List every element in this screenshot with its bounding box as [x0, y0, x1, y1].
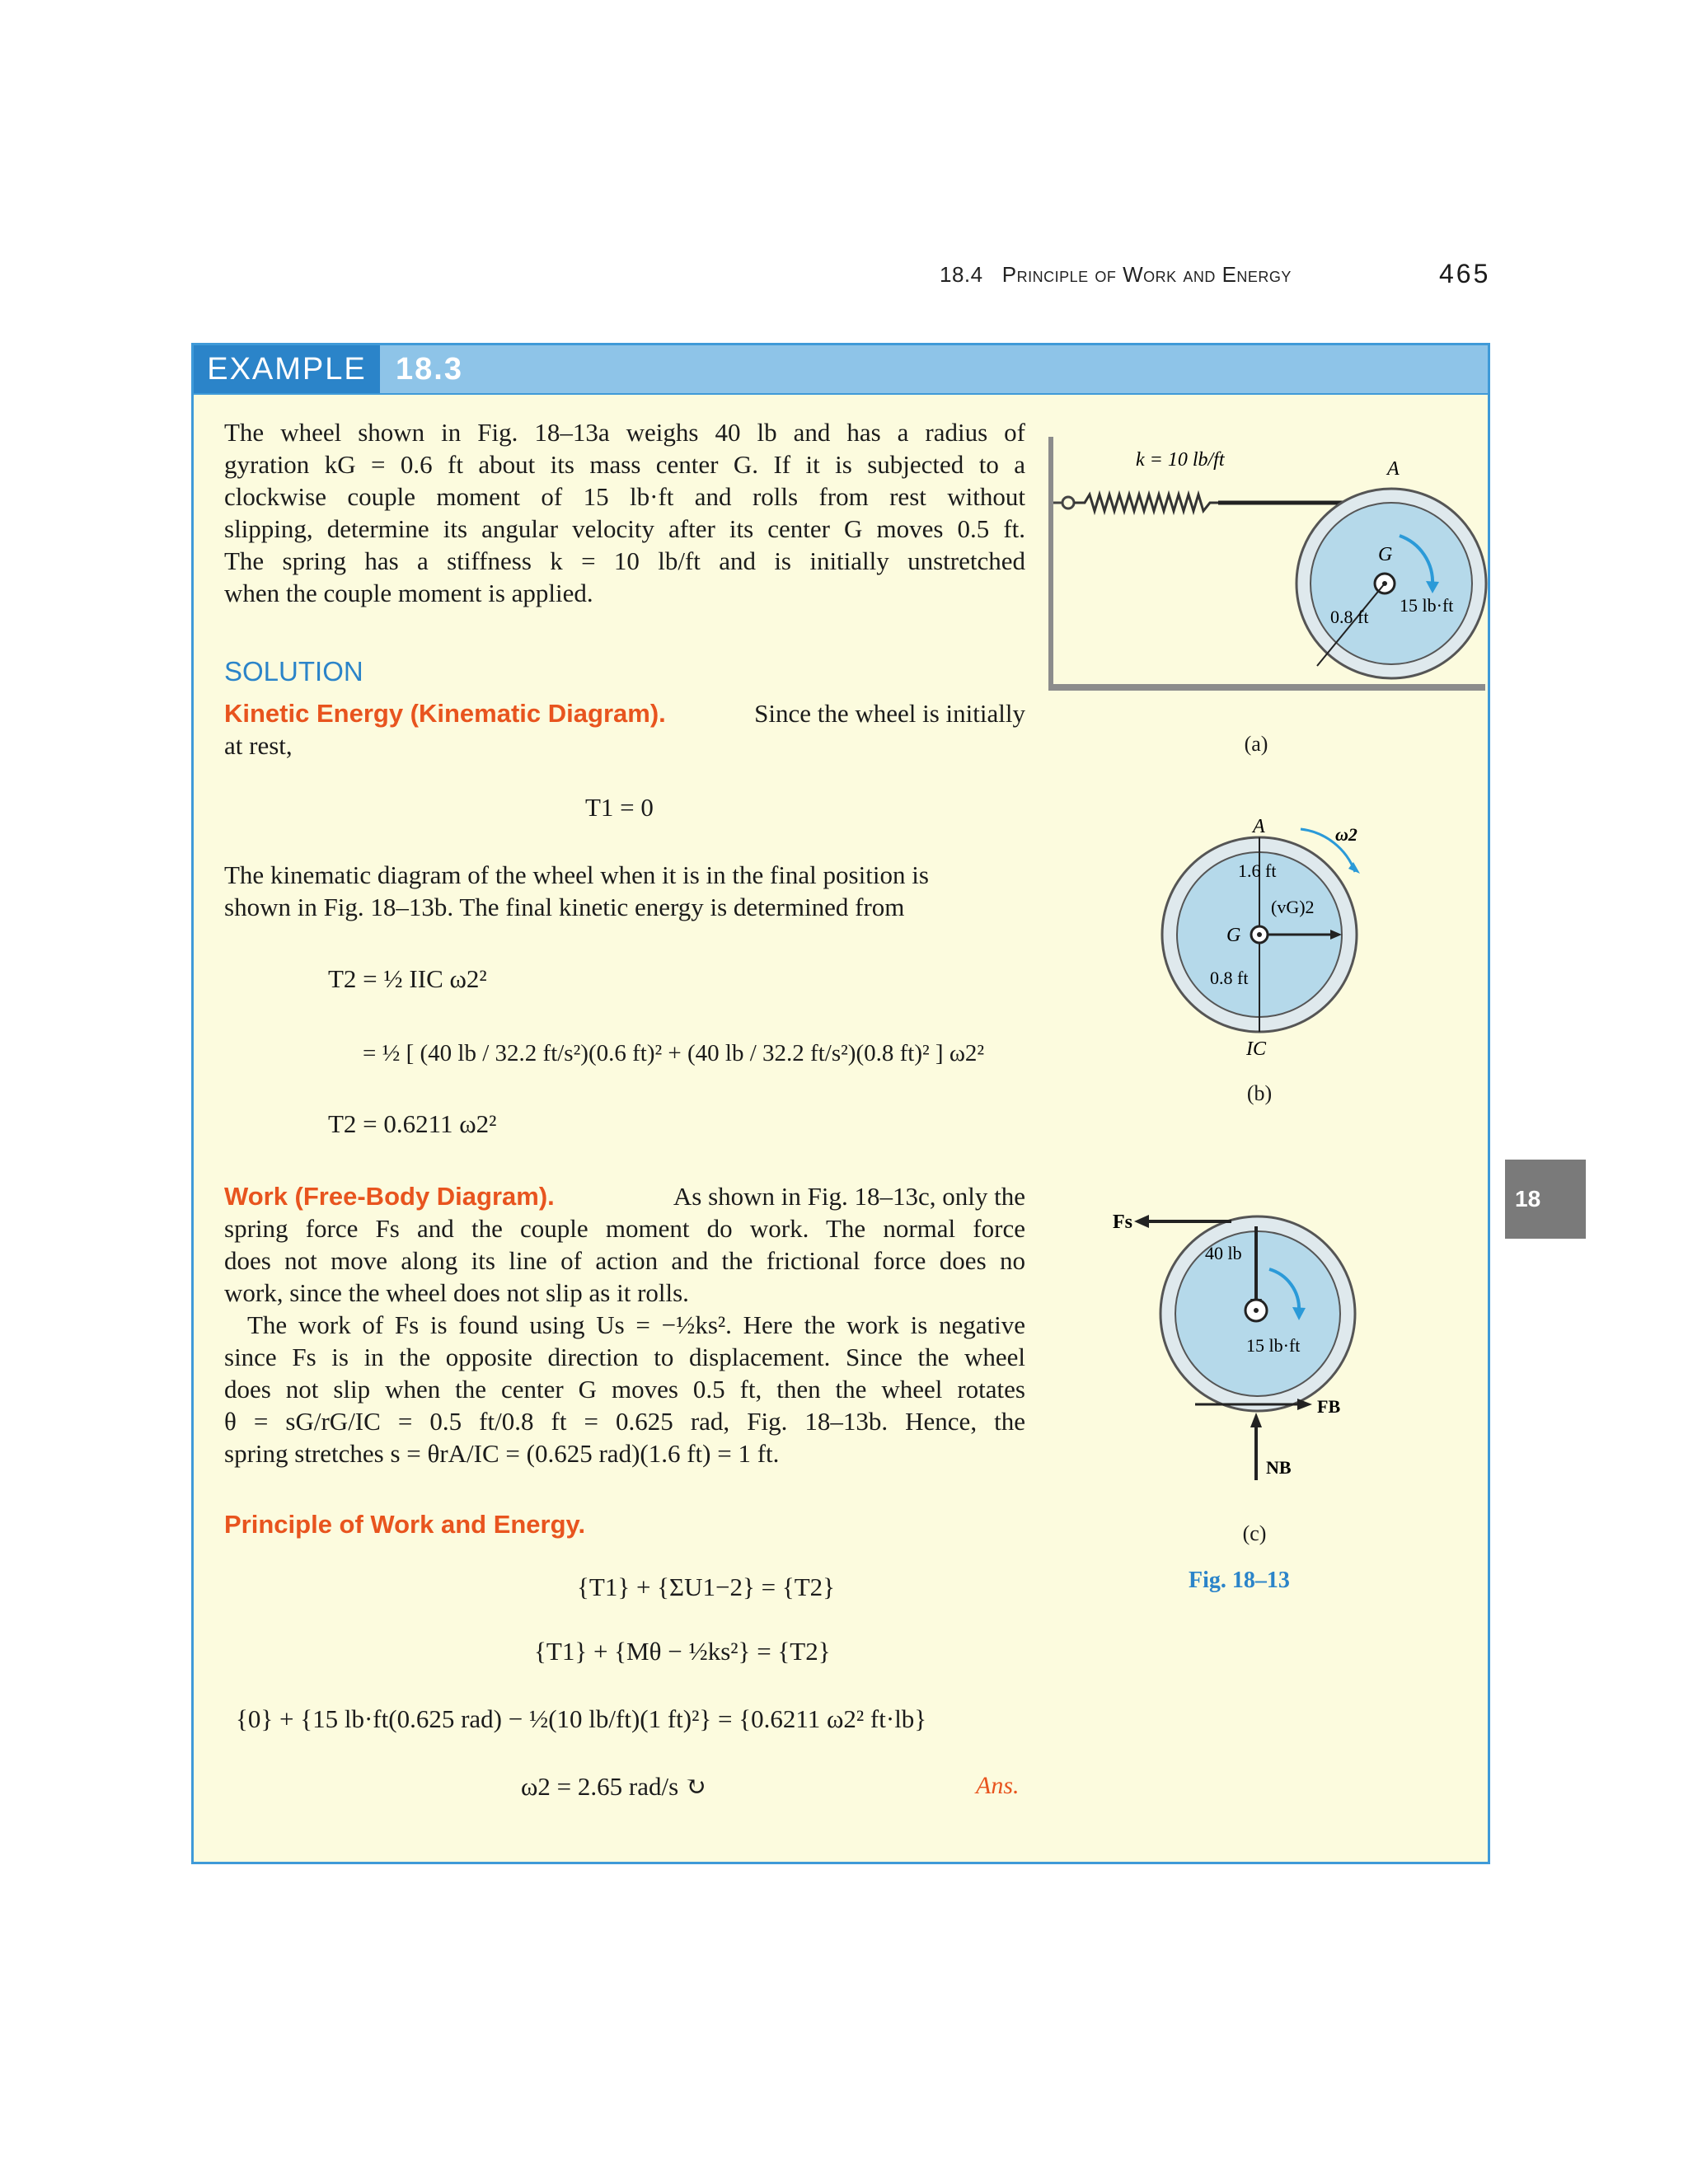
spring-pin: [1062, 497, 1074, 509]
work-line: does not move along its line of action and the frictional force does no: [224, 1246, 1025, 1275]
figure-c: [1104, 1203, 1368, 1492]
work-heading: Work (Free-Body Diagram).: [224, 1182, 555, 1211]
example-label: EXAMPLE: [194, 345, 380, 393]
energy-heading: Principle of Work and Energy.: [224, 1510, 586, 1539]
work-line: As shown in Fig. 18–13c, only the: [673, 1182, 1025, 1211]
kinetic-lead2: at rest,: [224, 731, 293, 760]
caption-a: (a): [1244, 732, 1268, 756]
section-number: 18.4: [940, 262, 983, 287]
problem-line: The spring has a stiffness k = 10 lb/ft and is initially unstretched: [224, 546, 1025, 575]
vg-label: (vG)2: [1271, 897, 1315, 917]
kinetic-lead: Since the wheel is initially: [754, 699, 1025, 728]
moment-label: 15 lb·ft: [1400, 595, 1454, 616]
omega-label: ω2: [1335, 824, 1357, 845]
equation-t2a: T2 = ½ IIC ω2²: [328, 964, 487, 993]
kinematic-line: shown in Fig. 18–13b. The final kinetic energy is determined from: [224, 893, 905, 921]
equation-energy-3: {0} + {15 lb·ft(0.625 rad) − ½(10 lb/ft)(1 ft)²} = {0.6211 ω2² ft·lb}: [236, 1704, 927, 1733]
spring: [1074, 494, 1218, 511]
dist-bottom: 0.8 ft: [1210, 968, 1249, 988]
nb-label: NB: [1266, 1457, 1292, 1478]
kinematic-line: The kinematic diagram of the wheel when it is in the final position is: [224, 860, 929, 889]
equation-energy-2: {T1} + {Mθ − ½ks²} = {T2}: [534, 1637, 831, 1666]
kinetic-heading: Kinetic Energy (Kinematic Diagram).: [224, 699, 666, 728]
radius-label: 0.8 ft: [1330, 607, 1369, 627]
example-number: 18.3: [396, 352, 463, 387]
point-g: G: [1378, 544, 1393, 565]
work-paragraph: [224, 1180, 1025, 1469]
moment-label: 15 lb·ft: [1246, 1335, 1301, 1356]
kinematic-paragraph: [224, 859, 1025, 923]
fs-label: Fs: [1113, 1212, 1132, 1233]
figure-caption: Fig. 18–13: [1189, 1568, 1290, 1593]
fb-label: FB: [1317, 1396, 1341, 1417]
point-a: A: [1253, 816, 1265, 837]
page-number: 465: [1439, 259, 1491, 288]
problem-line: The wheel shown in Fig. 18–13a weighs 40 lb and has a radius of: [224, 418, 1025, 447]
equation-result: ω2 = 2.65 rad/s ↻: [521, 1772, 706, 1801]
work-line: does not slip when the center G moves 0.5 ft, then the wheel rotates: [224, 1375, 1025, 1404]
equation-energy-1: {T1} + {ΣU1−2} = {T2}: [577, 1572, 836, 1601]
figure-a: [1045, 429, 1490, 701]
point-g: G: [1226, 925, 1241, 946]
work-line: The work of Fs is found using Us = −½ks². Here the work is negative: [247, 1310, 1025, 1339]
wall: [1048, 437, 1053, 689]
work-line: θ = sG/rG/IC = 0.5 ft/0.8 ft = 0.625 rad, Fig. 18–13b. Hence, the: [224, 1407, 1025, 1436]
running-header: [940, 262, 1292, 288]
equation-t1: T1 = 0: [585, 793, 654, 822]
floor: [1048, 684, 1485, 691]
equation-t2b: = ½ [ (40 lb / 32.2 ft/s²)(0.6 ft)² + (40 lb / 32.2 ft/s²)(0.8 ft)² ] ω2²: [363, 1040, 985, 1066]
ic-label: IC: [1246, 1038, 1266, 1060]
figure-b: [1147, 808, 1395, 1063]
dist-top: 1.6 ft: [1238, 860, 1277, 881]
example-banner: [194, 345, 1488, 395]
answer-label: Ans.: [976, 1772, 1020, 1799]
problem-line: gyration kG = 0.6 ft about its mass center G. If it is subjected to a: [224, 450, 1025, 479]
section-title: Principle of Work and Energy: [1001, 262, 1292, 287]
work-line: since Fs is in the opposite direction to displacement. Since the wheel: [224, 1343, 1025, 1371]
problem-statement: [224, 416, 1025, 609]
point-a: A: [1387, 458, 1400, 480]
problem-line: slipping, determine its angular velocity after its center G moves 0.5 ft.: [224, 514, 1025, 543]
chapter-tab: 18: [1505, 1160, 1586, 1239]
work-line: work, since the wheel does not slip as it rolls.: [224, 1278, 689, 1307]
kinetic-paragraph: [224, 697, 1025, 762]
work-line: spring stretches s = θrA/IC = (0.625 rad)(1.6 ft) = 1 ft.: [224, 1439, 780, 1468]
problem-line: clockwise couple moment of 15 lb·ft and rolls from rest without: [224, 482, 1025, 511]
weight-label: 40 lb: [1205, 1243, 1242, 1263]
equation-t2c: T2 = 0.6211 ω2²: [328, 1109, 497, 1138]
work-line: spring force Fs and the couple moment do work. The normal force: [224, 1214, 1025, 1243]
problem-line: when the couple moment is applied.: [224, 579, 593, 607]
caption-c: (c): [1242, 1521, 1267, 1545]
caption-b: (b): [1246, 1081, 1273, 1105]
solution-heading: SOLUTION: [224, 656, 363, 687]
spring-label: k = 10 lb/ft: [1136, 449, 1225, 471]
